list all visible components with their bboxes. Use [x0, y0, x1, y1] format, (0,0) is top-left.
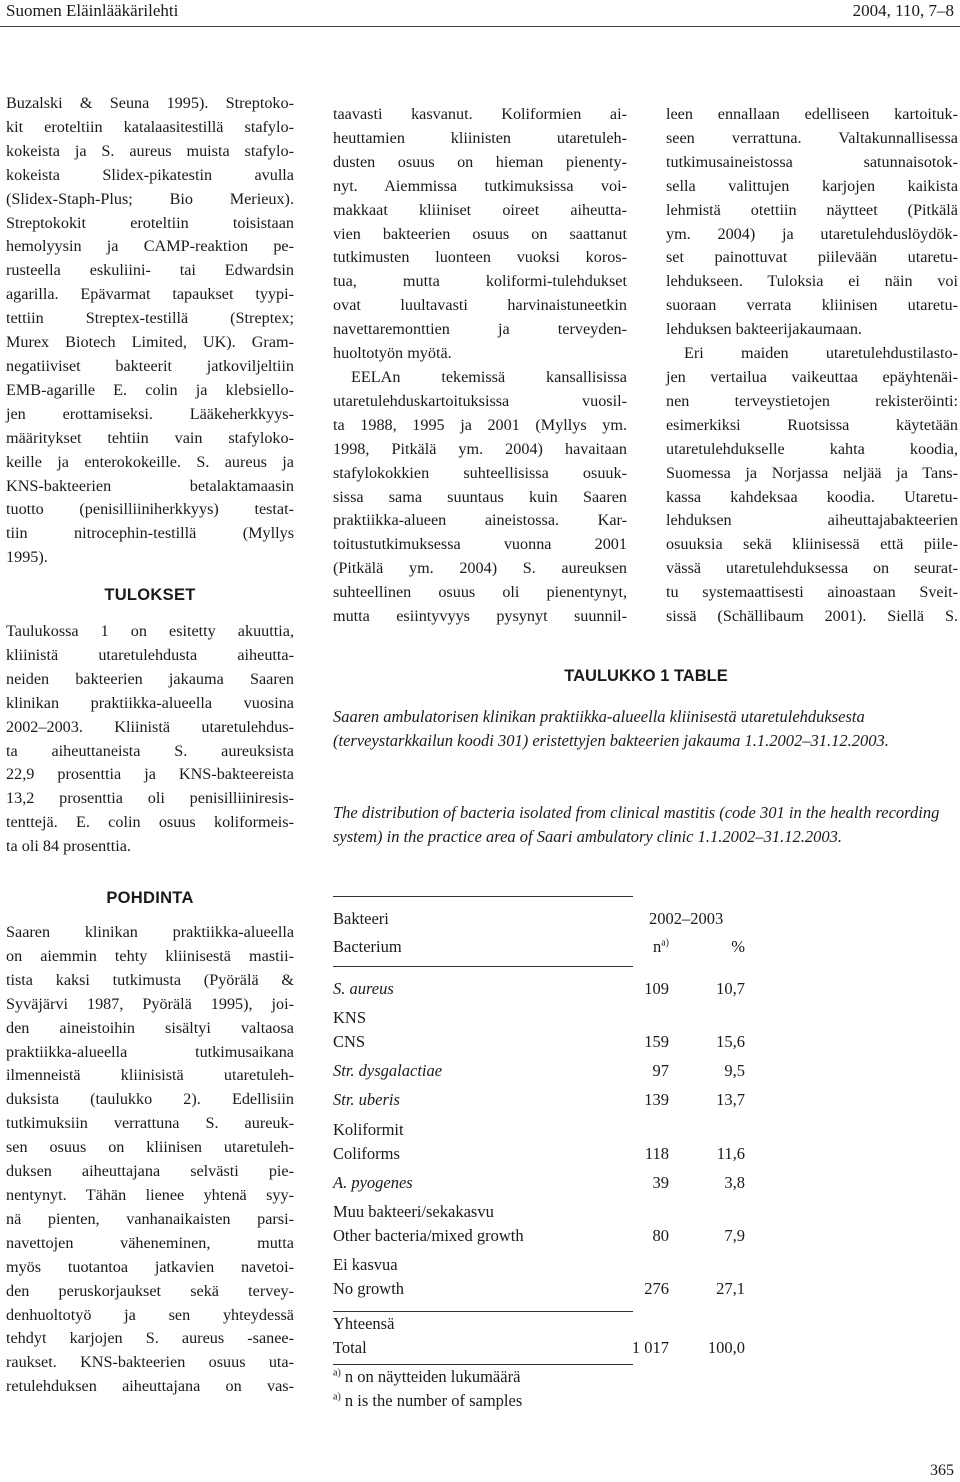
row-label-fi: Str. dysgalactiae	[333, 1061, 443, 1080]
text-line: vien bakteerien osuus on saattanut	[333, 224, 627, 243]
footnote-marker: a)	[333, 1367, 341, 1379]
row-label-fi: Ei kasvua	[333, 1255, 398, 1274]
header-n-sup: a)	[661, 937, 669, 949]
header-n	[653, 937, 669, 957]
paragraph-eela	[333, 366, 627, 629]
text-line: tutkimuksiin verrattuna S. aureuk-	[6, 1114, 294, 1133]
row-n: 276	[644, 1279, 669, 1298]
row-label-fi: S. aureus	[333, 979, 394, 998]
text-line: leen ennallaan edelliseen kartoituk-	[666, 105, 958, 123]
header-bacteria-fi: Bakteeri	[333, 909, 389, 928]
text-line: lehduksen bakteerijakaumaan.	[666, 320, 862, 339]
table-row	[333, 1226, 753, 1250]
text-line: jen vertailua vaikeuttaa epäyhtenäi-	[666, 367, 958, 386]
text-line: praktiikka-alueen aineistossa. Kar-	[333, 511, 627, 530]
row-n: 118	[644, 1144, 669, 1163]
table-header-rule	[333, 966, 633, 967]
text-line: EELAn tekemissä kansallisissa	[351, 367, 627, 386]
text-line: toitustutkimuksessa vuonna 2001	[333, 535, 627, 554]
text-line: tuotto (penisilliiniherkkyys) testat-	[6, 500, 294, 519]
row-percent: 13,7	[716, 1090, 745, 1109]
table-footnote-fi	[333, 1367, 520, 1387]
text-line: den aineistoihin sisältyi valtaosa	[6, 1018, 294, 1037]
table-row	[333, 1173, 753, 1197]
text-line: tutkimusaineistossa satunnaisotok-	[666, 152, 958, 171]
text-line: praktiikka-alueella tutkimusaikana	[6, 1042, 294, 1061]
row-label-fi: A. pyogenes	[333, 1173, 413, 1192]
text-line: suhteellinen osuus oli pienentynyt,	[333, 583, 627, 602]
total-n: 1 017	[631, 1338, 669, 1357]
text-line: määritykset tehtiin vain stafyloko-	[6, 428, 294, 447]
text-line: ta 1988, 1995 ja 2001 (Myllys ym.	[333, 415, 627, 434]
text-line: duksista (taulukko 2). Edellisiin	[6, 1090, 294, 1109]
paragraph-discussion	[6, 921, 294, 1399]
page-number: 365	[930, 1462, 954, 1479]
row-label-en: CNS	[333, 1032, 366, 1051]
text-line: tu systemaattisesti ainoastaan Sveit-	[666, 583, 958, 602]
text-line: hemolyysin ja CAMP-reaktion pe-	[6, 237, 294, 256]
column-3	[666, 103, 958, 629]
text-line: nyt. Aiemmissa tutkimuksissa voi-	[333, 176, 627, 195]
text-line: tettiin Streptex-testillä (Streptex;	[6, 309, 294, 328]
table-row	[333, 1202, 753, 1226]
text-line: utaretulehdukselle kahta koodia,	[666, 439, 958, 458]
paragraph-national	[666, 103, 958, 342]
paragraph-results	[6, 620, 294, 859]
table-header-row	[333, 937, 753, 961]
journal-name: Suomen Eläinlääkärilehti	[6, 1, 179, 20]
text-line: stafylokokkien suhteellisissa osuuk-	[333, 463, 627, 482]
row-label-fi: KNS	[333, 1008, 367, 1027]
header-bacteria-en: Bacterium	[333, 937, 402, 956]
row-label-en: No growth	[333, 1279, 405, 1298]
text-line: (Pitkälä ym. 2004) S. aureuksen	[333, 559, 627, 578]
text-line: Suomessa ja Norjassa neljää ja Tans-	[666, 463, 958, 482]
table-header-row	[333, 909, 753, 933]
text-line: tehdyt karjojen S. aureus -sanee-	[6, 1329, 294, 1348]
table-row	[333, 1008, 753, 1032]
text-line: EMB-agarille E. colin ja klebsiello-	[6, 380, 294, 399]
text-line: Murex Biotech Limited, UK). Gram-	[6, 333, 294, 352]
column-1	[6, 92, 294, 1399]
section-heading-discussion: POHDINTA	[106, 889, 194, 908]
table-total-row	[333, 1338, 753, 1362]
running-header	[0, 0, 960, 27]
text-line: lehdukseen. Tuloksia ei näin voi	[666, 272, 958, 291]
text-line: suoraan verrata kliinisen utaretu-	[666, 296, 958, 315]
text-line: myös tuotantoa jatkavien navetoi-	[6, 1257, 294, 1276]
text-line: kliinistä utaretulehdusta aiheutta-	[6, 645, 294, 664]
row-percent: 9,5	[724, 1061, 745, 1080]
footnote-text-fi: n on näytteiden lukumäärä	[344, 1367, 521, 1386]
table-row	[333, 979, 753, 1003]
text-line: on aiemmin tehty kliinisestä mastii-	[6, 946, 294, 965]
table-row	[333, 1255, 753, 1279]
text-line: sen osuus on kliinisen utaretuleh-	[6, 1138, 294, 1157]
text-line: 22,9 prosenttia ja KNS-bakteereista	[6, 765, 294, 784]
table-footnote-en	[333, 1391, 522, 1411]
text-line: taavasti kasvanut. Koliformien ai-	[333, 105, 627, 123]
text-line: keille ja enterokokeille. S. aureus ja	[6, 452, 294, 471]
text-line: kassa kahdeksaa koodia. Utaretu-	[666, 487, 958, 506]
header-n-label: n	[652, 937, 662, 956]
row-percent: 3,8	[724, 1173, 745, 1192]
text-line: ilmenneistä kliinisistä utaretuleh-	[6, 1066, 294, 1085]
text-line: Streptokokit eroteltiin toisistaan	[6, 213, 294, 232]
table-title: TAULUKKO 1 TABLE	[564, 667, 728, 685]
text-line: 1998, Pitkälä ym. 2004) havaitaan	[333, 439, 627, 458]
section-heading-results: TULOKSET	[104, 586, 196, 605]
row-label-en: Other bacteria/mixed growth	[333, 1226, 524, 1245]
text-line: den peruskorjaukset sekä tervey-	[6, 1281, 294, 1300]
row-n: 139	[644, 1090, 669, 1109]
footnote-marker: a)	[333, 1391, 341, 1403]
text-line: kit eroteltiin katalaasitestillä stafylo-	[6, 117, 294, 136]
text-line: Syväjärvi 1987, Pyörälä 1995), joi-	[6, 994, 294, 1013]
column-2	[333, 103, 627, 629]
text-line: tua, mutta koliformi-tulehdukset	[333, 272, 627, 291]
table-bottom-rule	[333, 1364, 633, 1365]
text-line: sella valittujen karjojen kaikista	[666, 176, 958, 195]
table-top-rule	[333, 896, 633, 897]
table-caption-finnish: Saaren ambulatorisen klinikan praktiikka-alueella kliinisestä utaretulehduksesta (terveystarkkailun koodi 301) eristettyjen bakteerien jakauma 1.1.2002–31.12.2003.	[333, 707, 889, 750]
row-n: 39	[652, 1173, 669, 1192]
footnote-text-en: n is the number of samples	[344, 1391, 523, 1410]
text-line: vässä utaretulehduksessa on seurat-	[666, 559, 958, 578]
text-line: tista kaksi tutkimusta (Pyörälä &	[6, 970, 294, 989]
text-line: ta aiheuttaneista S. aureuksista	[6, 741, 294, 760]
row-label-fi: Str. uberis	[333, 1090, 400, 1109]
text-line: lehduksen aiheuttajabakteerien	[666, 511, 958, 530]
text-line: nentynyt. Tähän lienee yhtenä syy-	[6, 1185, 294, 1204]
table-total-rule	[333, 1311, 633, 1312]
text-line: osuuksia sekä kliinisessä että piile-	[666, 535, 958, 554]
header-percent: %	[731, 937, 745, 956]
text-line: 2002–2003. Kliinistä utaretulehdus-	[6, 717, 294, 736]
text-line: retulehduksen aiheuttajana on vas-	[6, 1377, 294, 1396]
table-row	[333, 1279, 753, 1303]
table-row	[333, 1144, 753, 1168]
text-line: raukset. KNS-bakteerien osuus uta-	[6, 1353, 294, 1372]
text-line: nen terveystietojen rekisteröinti:	[666, 391, 958, 410]
row-n: 109	[644, 979, 669, 998]
text-line: sissä (Schällibaum 2001). Siellä S.	[666, 607, 958, 626]
row-percent: 7,9	[724, 1226, 745, 1245]
text-line: ovat luultavasti harvinaistuneetkin	[333, 296, 627, 315]
text-line: mutta esiintyvyys pysynyt suunnil-	[333, 607, 627, 626]
table-row	[333, 1090, 753, 1114]
header-period: 2002–2003	[649, 909, 724, 928]
total-label-en: Total	[333, 1338, 367, 1357]
row-label-en: Coliforms	[333, 1144, 400, 1163]
text-line: klinikan praktiikka-alueella vuosina	[6, 693, 294, 712]
text-line: duksen aiheuttajana selvästi pie-	[6, 1162, 294, 1181]
table-total-row	[333, 1314, 753, 1338]
text-line: (Slidex-Staph-Plus; Bio Merieux).	[6, 189, 294, 208]
text-line: navettaremonttien ja terveyden-	[333, 320, 627, 339]
table-row	[333, 1032, 753, 1056]
text-line: utaretulehduskartoituksissa vuosil-	[333, 391, 627, 410]
text-line: negatiiviset bakteerit jatkoviljeltiin	[6, 356, 294, 375]
text-line: agarilla. Epävarmat tapaukset tyypi-	[6, 285, 294, 304]
total-label-fi: Yhteensä	[333, 1314, 395, 1333]
text-line: dusten osuus on hieman pienenty-	[333, 152, 627, 171]
text-line: nä pienten, vanhanaikaisten parsi-	[6, 1209, 294, 1228]
text-line: set painottuvat piilevään utaretu-	[666, 248, 958, 267]
text-line: makkaat kliiniset oireet aiheutta-	[333, 200, 627, 219]
table-row	[333, 1061, 753, 1085]
total-percent: 100,0	[707, 1338, 745, 1357]
text-line: denhuoltotyö ja sen yhteydessä	[6, 1305, 294, 1324]
text-line: ta oli 84 prosenttia.	[6, 837, 131, 856]
text-line: sissa sama suuntaus kuin Saaren	[333, 487, 627, 506]
text-line: KNS-bakteerien betalaktamaasin	[6, 476, 294, 495]
text-line: lehmistä otettiin näytteet (Pitkälä	[666, 200, 958, 219]
text-line: rusteella eskuliini- tai Edwardsin	[6, 261, 294, 280]
text-line: tutkimusten luonteen vuoksi koros-	[333, 248, 627, 267]
text-line: kokeista ja S. aureus muista stafylo-	[6, 141, 294, 160]
text-line: jen erottamiseksi. Lääkeherkkyys-	[6, 404, 294, 423]
text-line: tiin nitrocephin-testillä (Myllys	[6, 524, 294, 543]
row-percent: 15,6	[716, 1032, 745, 1051]
row-n: 97	[652, 1061, 669, 1080]
text-line: Buzalski & Seuna 1995). Streptoko-	[6, 94, 294, 112]
row-percent: 27,1	[716, 1279, 745, 1298]
text-line: Saaren klinikan praktiikka-alueella	[6, 923, 294, 941]
text-line: kokeista Slidex-pikatestin avulla	[6, 165, 294, 184]
paragraph-methods-end	[6, 92, 294, 570]
text-line: heuttamien kliinisten utaretuleh-	[333, 128, 627, 147]
row-n: 159	[644, 1032, 669, 1051]
text-line: seen verrattuna. Valtakunnallisessa	[666, 128, 958, 147]
issue-info: 2004, 110, 7–8	[852, 1, 954, 20]
row-percent: 11,6	[716, 1144, 745, 1163]
text-line: huoltotyön myötä.	[333, 344, 452, 363]
text-line: navettojen väheneminen, mutta	[6, 1233, 294, 1252]
text-line: Eri maiden utaretulehdustilasto-	[684, 344, 958, 363]
paragraph-countries	[666, 342, 958, 629]
text-line: 1995).	[6, 548, 48, 567]
text-line: 13,2 prosenttia oli penisilliiniresis-	[6, 789, 294, 808]
text-line: neiden bakteerien jakauma Saaren	[6, 669, 294, 688]
row-percent: 10,7	[716, 979, 745, 998]
row-label-fi: Muu bakteeri/sekakasvu	[333, 1202, 494, 1221]
text-line: ym. 2004) ja utaretulehduslöydök-	[666, 224, 958, 243]
table-caption-english: The distribution of bacteria isolated from clinical mastitis (code 301 in the health recording system) in the practice area of Saari ambulatory clinic 1.1.2002–31.12.2003.	[333, 803, 940, 846]
text-line: esimerkiksi Ruotsissa käytetään	[666, 415, 958, 434]
table-row	[333, 1120, 753, 1144]
row-n: 80	[652, 1226, 669, 1245]
paragraph-discussion-cont	[333, 103, 627, 366]
row-label-fi: Koliformit	[333, 1120, 404, 1139]
text-line: Taulukossa 1 on esitetty akuuttia,	[6, 622, 294, 641]
text-line: tenttejä. E. colin osuus koliformeis-	[6, 813, 294, 832]
